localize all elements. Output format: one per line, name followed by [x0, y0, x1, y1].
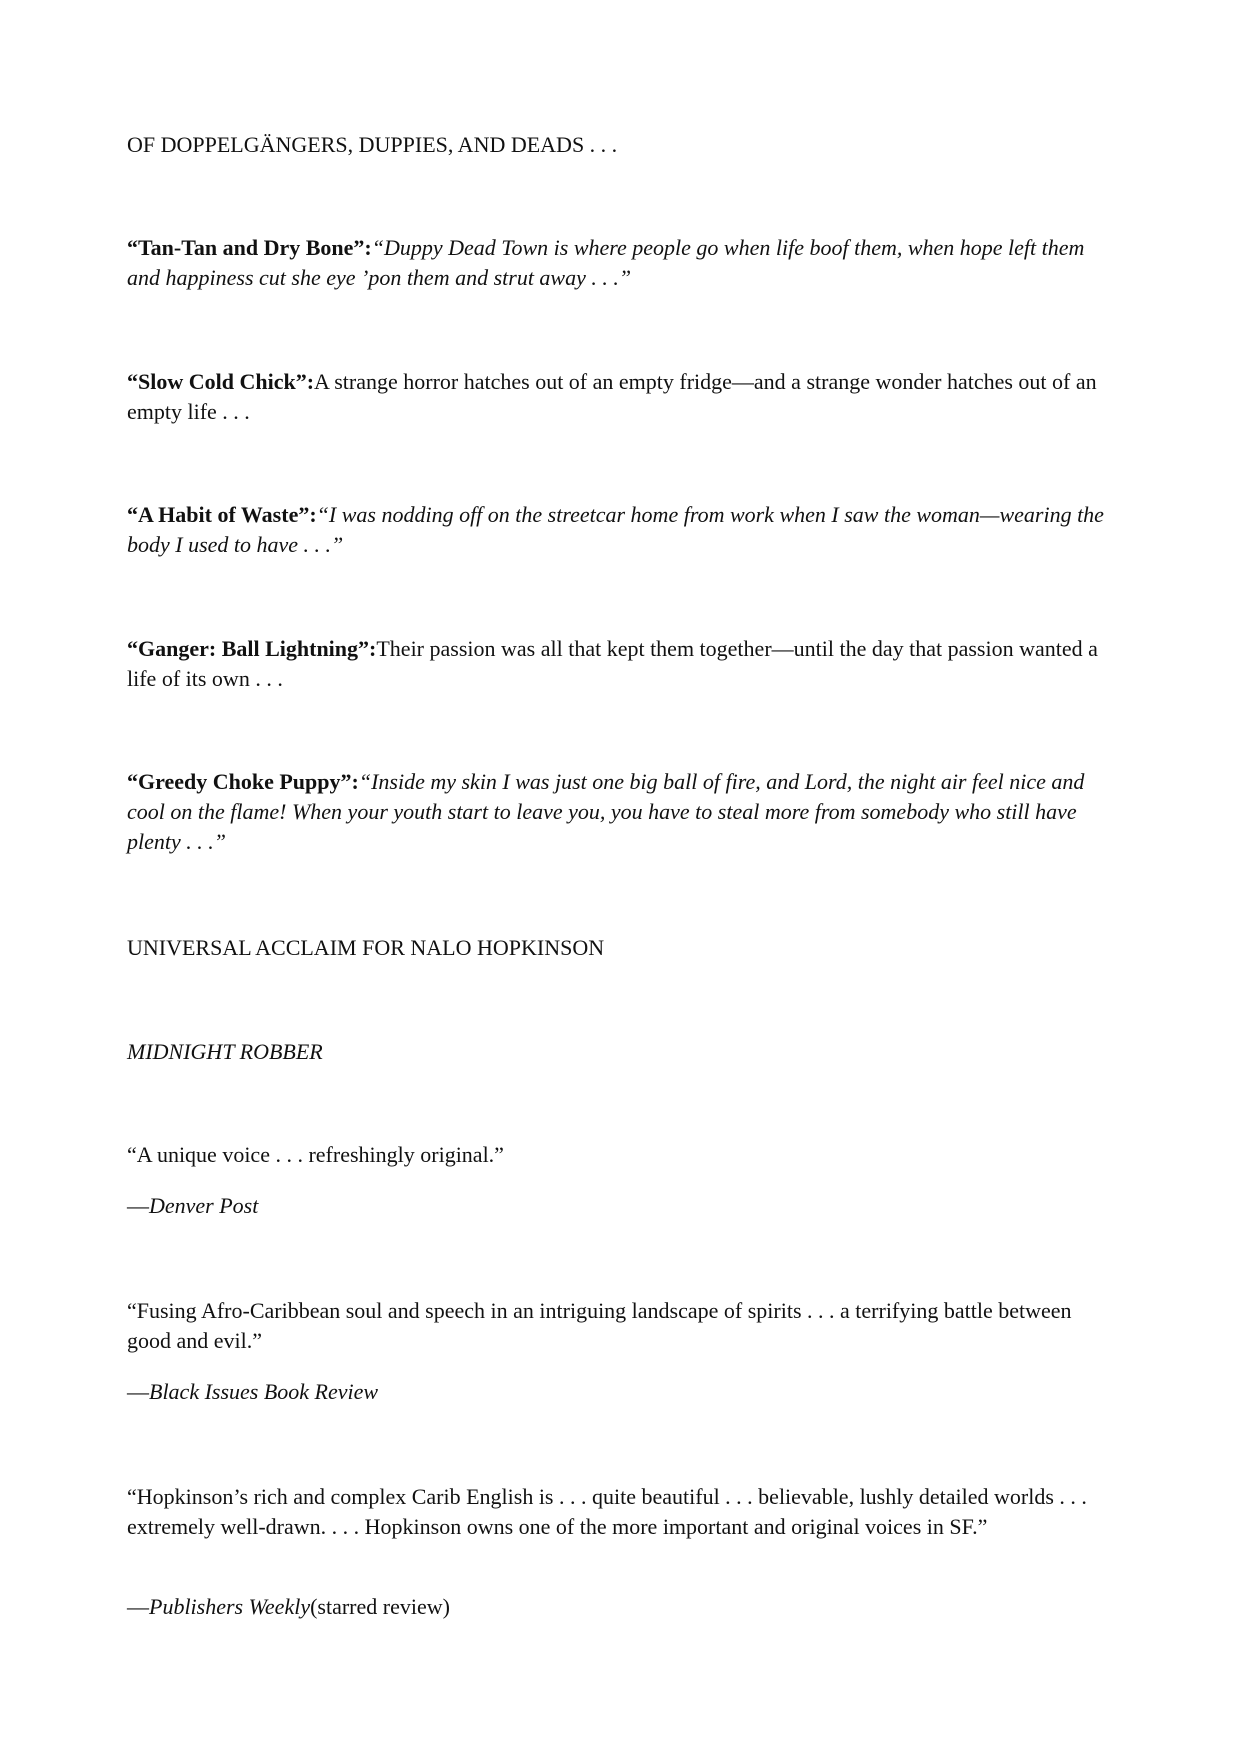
review-quote: “Hopkinson’s rich and complex Carib English is . . . quite beautiful . . . believable, lushly detailed worlds . . . extremely well-drawn. . . . Hopkinson owns one of the more important and original voices in SF.”: [127, 1484, 1087, 1539]
story-title: “Ganger: Ball Lightning”:: [127, 636, 377, 661]
review-quote: “Fusing Afro-Caribbean soul and speech in an intriguing landscape of spirits . . . a terrifying battle between good and evil.”: [127, 1298, 1072, 1353]
story-blurb: Their passion was all that kept them together—until the day that passion wanted a life of its own . . .: [127, 636, 1098, 691]
review-source: Denver Post: [149, 1193, 259, 1218]
review-attribution: [127, 1191, 1117, 1221]
story-title: “Greedy Choke Puppy”:: [127, 769, 359, 794]
story-blurb: “Duppy Dead Town is where people go when life boof them, when hope left them and happiness cut she eye ’pon them and strut away . . .”: [127, 235, 1085, 290]
story-blurb: A strange horror hatches out of an empty fridge—and a strange wonder hatches out of an empty life . . .: [127, 369, 1097, 424]
review-quote: “A unique voice . . . refreshingly original.”: [127, 1142, 504, 1167]
story-entry: [127, 634, 1117, 694]
review-note: (starred review): [310, 1594, 450, 1619]
story-entry: [127, 233, 1117, 293]
book-title: MIDNIGHT ROBBER: [127, 1039, 323, 1064]
story-blurb: “I was nodding off on the streetcar home from work when I saw the woman—wearing the body I used to have . . .”: [127, 502, 1104, 557]
story-entry: [127, 367, 1117, 427]
review-source: Black Issues Book Review: [149, 1379, 379, 1404]
review-attribution: [127, 1592, 1117, 1622]
story-blurb: “Inside my skin I was just one big ball of fire, and Lord, the night air feel nice and cool on the flame! When your youth start to leave you, you have to steal more from somebody who still have plenty . . .”: [127, 769, 1085, 854]
story-entry: [127, 767, 1117, 857]
acclaim-heading: UNIVERSAL ACCLAIM FOR NALO HOPKINSON: [127, 935, 605, 960]
story-title: “A Habit of Waste”:: [127, 502, 317, 527]
attribution-dash: —: [127, 1193, 149, 1218]
attribution-dash: —: [127, 1379, 149, 1404]
story-title: “Tan-Tan and Dry Bone”:: [127, 235, 372, 260]
story-entry: [127, 500, 1117, 560]
review-attribution: [127, 1377, 1117, 1407]
story-title: “Slow Cold Chick”:: [127, 369, 315, 394]
section-heading: OF DOPPELGÄNGERS, DUPPIES, AND DEADS . . .: [127, 132, 618, 157]
review-source: Publishers Weekly: [149, 1594, 311, 1619]
attribution-dash: —: [127, 1594, 149, 1619]
